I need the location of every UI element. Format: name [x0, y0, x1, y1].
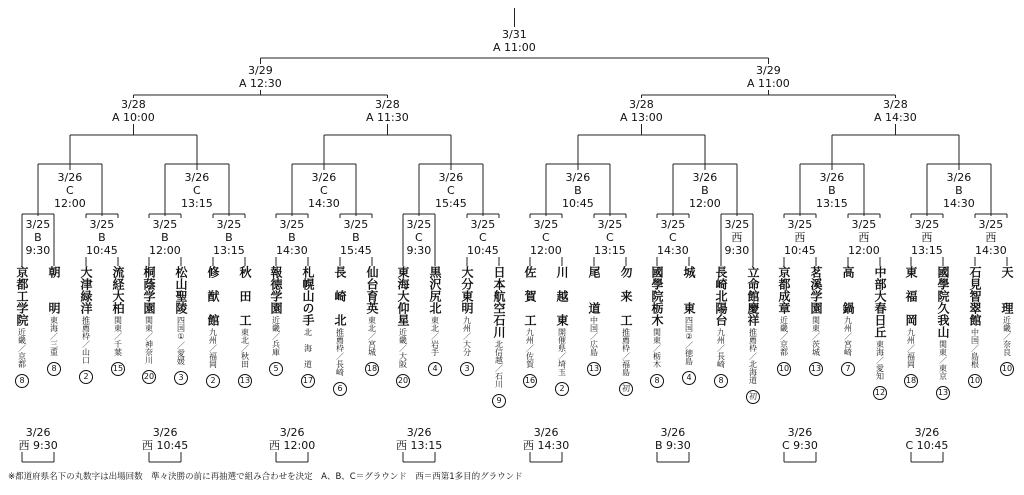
r16-label [180, 171, 214, 210]
team-name: 國學院栃木 [650, 266, 664, 326]
r16-label [307, 171, 341, 210]
r16-label-line: C [447, 184, 455, 197]
team-region: 東海／三重 [49, 316, 59, 356]
r16-label-line: 3/26 [819, 171, 845, 184]
appearance-count: 16 [523, 374, 537, 388]
team-name: 長 崎 北 [333, 266, 347, 326]
r16-label-line: 3/26 [692, 171, 718, 184]
team-region: 北 海 道 [303, 328, 313, 368]
r32-label-line: 14:30 [975, 244, 1007, 257]
r32-label [466, 218, 500, 257]
r16-label-line: B [574, 184, 582, 197]
appearance-count: 3 [174, 371, 188, 385]
r32-label-line: 14:30 [276, 244, 308, 257]
team-name: 勿 来 工 [619, 266, 633, 326]
first-round-label-line: 西 12:00 [269, 439, 316, 452]
r16-label [434, 171, 468, 210]
r32-label-line: 9:30 [406, 244, 432, 257]
team-name: 高 鍋 [841, 266, 855, 314]
quarter-label-line: 3/28 [375, 98, 400, 111]
r32-label [212, 218, 246, 257]
team-name: 秋 田 工 [238, 266, 252, 326]
team-region: 九州／大分 [462, 316, 472, 356]
team-entry [77, 266, 95, 446]
r16-label-line: 14:30 [308, 197, 340, 210]
appearance-count: 13 [587, 362, 601, 376]
r32-label-line: 3/25 [533, 218, 559, 231]
team-name: 京都成章 [777, 266, 791, 314]
r32-label-line: B [225, 231, 233, 244]
team-region: 関東／栃木 [652, 328, 662, 368]
r32-label [406, 218, 433, 257]
team-entry [934, 266, 952, 446]
team-entry [839, 266, 857, 446]
r32-label-line: 西 [858, 231, 870, 244]
appearance-count: 17 [301, 374, 315, 388]
r16-label-line: 3/26 [565, 171, 591, 184]
team-entry [204, 266, 222, 446]
team-region: 開催県／埼玉 [557, 328, 567, 376]
team-name: 修 猷 館 [206, 266, 220, 326]
quarter-label-line: A 11:30 [366, 111, 409, 124]
team-name: 大津緑洋 [79, 266, 93, 314]
appearance-count: 4 [428, 362, 442, 376]
r32-label-line: 3/25 [787, 218, 813, 231]
team-region: 東北／岩手 [430, 316, 440, 356]
r32-label-line: 13:15 [594, 244, 626, 257]
appearance-count: 13 [238, 374, 252, 388]
appearance-count: 13 [936, 386, 950, 400]
r16-label-line: 10:45 [562, 197, 594, 210]
first-round-label-line: 3/26 [660, 426, 686, 439]
semi-label-line: 3/29 [756, 64, 781, 77]
r32-label [593, 218, 627, 257]
r32-label-line: C [542, 231, 550, 244]
r32-label-line: C [479, 231, 487, 244]
r16-label-line: 12:00 [689, 197, 721, 210]
r32-label [25, 218, 52, 257]
r32-label-line: 9:30 [25, 244, 51, 257]
team-name: 日本航空石川 [492, 266, 506, 338]
team-entry [140, 266, 158, 446]
r32-label-line: B [352, 231, 360, 244]
team-entry [109, 266, 127, 446]
r16-label-line: B [701, 184, 709, 197]
team-name: 茗溪学園 [809, 266, 823, 314]
quarter-label [365, 98, 410, 124]
semi-label-line: 3/29 [248, 64, 273, 77]
team-region: 九州／佐賀 [525, 328, 535, 368]
first-round-label-line: C 9:30 [782, 439, 818, 452]
appearance-count: 2 [555, 382, 569, 396]
appearance-count: 15 [111, 362, 125, 376]
final-label-line: 3/31 [502, 28, 527, 41]
r32-label-line: 3/25 [25, 218, 51, 231]
team-name: 報徳学園 [269, 266, 283, 314]
team-entry [45, 266, 63, 446]
appearance-count: 4 [682, 371, 696, 385]
team-name: 朝 明 [47, 266, 61, 314]
appearance-count: 10 [1000, 362, 1014, 376]
team-entry [490, 266, 508, 446]
team-entry [458, 266, 476, 446]
team-name: 城 東 [682, 266, 696, 314]
r32-label-line: 3/25 [914, 218, 940, 231]
semi-label-line: A 12:30 [239, 77, 282, 90]
appearance-count: 初 [746, 390, 760, 404]
team-region: 近畿／兵庫 [271, 316, 281, 356]
r32-label [847, 218, 881, 257]
appearance-count: 2 [79, 370, 93, 384]
r32-label-line: 13:15 [911, 244, 943, 257]
semi-label [238, 64, 283, 90]
team-entry [744, 266, 762, 446]
r32-label-line: 13:15 [213, 244, 245, 257]
r16-label-line: C [66, 184, 74, 197]
team-region: 推薦枠／山口 [81, 316, 91, 364]
r16-label-line: 3/26 [438, 171, 464, 184]
r32-label-line: 3/25 [343, 218, 369, 231]
team-name: 中部大春日丘 [873, 266, 887, 338]
appearance-count: 18 [365, 362, 379, 376]
final-label-line: A 11:00 [493, 41, 536, 54]
r32-label-line: 3/25 [89, 218, 115, 231]
quarter-label [873, 98, 918, 124]
team-entry [902, 266, 920, 446]
r16-label-line: 3/26 [57, 171, 83, 184]
team-entry [172, 266, 190, 446]
team-entry [13, 266, 31, 446]
r32-label [85, 218, 119, 257]
quarter-label-line: 3/28 [629, 98, 654, 111]
team-region: 九州／長崎 [716, 328, 726, 368]
first-round-label-line: 西 10:45 [142, 439, 189, 452]
r32-label [339, 218, 373, 257]
r32-label-line: B [34, 231, 42, 244]
r32-label-line: C [669, 231, 677, 244]
team-region: 九州／福岡 [906, 328, 916, 368]
r32-label [724, 218, 751, 257]
r32-label-line: C [606, 231, 614, 244]
team-name: 國學院久我山 [936, 266, 950, 338]
footnote: ※都道府県名下の丸数字は出場回数 準々決勝の前に再抽選で組み合わせを決定 A、B、C＝グラウンド 西＝西第1多目的グラウンド [8, 472, 523, 482]
team-entry [553, 266, 571, 446]
r32-label-line: 西 [985, 231, 997, 244]
r32-label-line: B [288, 231, 296, 244]
team-entry [871, 266, 889, 446]
appearance-count: 13 [809, 362, 823, 376]
team-region: 近畿／京都 [17, 328, 27, 368]
team-region: 関東／神奈川 [144, 316, 154, 364]
first-round-label-line: 3/26 [25, 426, 51, 439]
team-region: 推薦枠／福島 [621, 328, 631, 376]
r32-label-line: 12:00 [530, 244, 562, 257]
r16-label-line: 13:15 [181, 197, 213, 210]
team-region: 推薦枠／長崎 [335, 328, 345, 376]
r32-label-line: 3/25 [724, 218, 750, 231]
appearance-count: 20 [142, 370, 156, 384]
r32-label-line: 3/25 [851, 218, 877, 231]
team-entry [775, 266, 793, 446]
r32-label-line: 3/25 [216, 218, 242, 231]
r32-label-line: 西 [921, 231, 933, 244]
r32-label [974, 218, 1008, 257]
r16-label-line: B [955, 184, 963, 197]
team-name: 大分東明 [460, 266, 474, 314]
r16-label-line: 3/26 [184, 171, 210, 184]
r32-label-line: 10:45 [467, 244, 499, 257]
quarter-label [111, 98, 156, 124]
team-entry [426, 266, 444, 446]
r16-label-line: C [193, 184, 201, 197]
team-entry [363, 266, 381, 446]
team-name: 川 越 東 [555, 266, 569, 326]
r32-label [148, 218, 182, 257]
team-entry [998, 266, 1016, 446]
team-name: 流経大柏 [111, 266, 125, 314]
r16-label-line: C [320, 184, 328, 197]
r32-label-line: 3/25 [152, 218, 178, 231]
appearance-count: 6 [333, 382, 347, 396]
team-name: 尾 道 [587, 266, 601, 314]
first-round-label-line: 西 9:30 [18, 439, 58, 452]
r16-label-line: B [828, 184, 836, 197]
appearance-count: 10 [777, 362, 791, 376]
first-round-label-line: C 10:45 [905, 439, 949, 452]
appearance-count: 5 [269, 362, 283, 376]
appearance-count: 3 [460, 362, 474, 376]
r16-label-line: 3/26 [311, 171, 337, 184]
team-region: 近畿／奈良 [1002, 316, 1012, 356]
first-round-label-line: 3/26 [279, 426, 305, 439]
r32-label-line: C [415, 231, 423, 244]
r32-label [275, 218, 309, 257]
team-region: 近畿／京都 [779, 316, 789, 356]
team-name: 長崎北陽台 [714, 266, 728, 326]
final-label [492, 28, 537, 54]
first-round-label-line: 3/26 [152, 426, 178, 439]
first-round-label-line: 西 13:15 [396, 439, 443, 452]
team-entry [807, 266, 825, 446]
team-region: 四国②／徳島 [684, 316, 694, 365]
team-region: 関東／千葉 [113, 316, 123, 356]
r32-label-line: 3/25 [978, 218, 1004, 231]
r32-label [910, 218, 944, 257]
team-name: 石見智翠館 [968, 266, 982, 326]
first-round-label-line: 3/26 [914, 426, 940, 439]
r32-label [783, 218, 817, 257]
appearance-count: 10 [968, 374, 982, 388]
team-entry [712, 266, 730, 446]
r32-label-line: 3/25 [660, 218, 686, 231]
team-name: 佐 賀 工 [523, 266, 537, 326]
team-region: 関東／茨城 [811, 316, 821, 356]
team-region: 関東／東京 [938, 340, 948, 380]
r32-label-line: 3/25 [406, 218, 432, 231]
team-entry [236, 266, 254, 446]
team-name: 京都工学院 [15, 266, 29, 326]
r32-label-line: 12:00 [149, 244, 181, 257]
team-entry [966, 266, 984, 446]
r32-label [529, 218, 563, 257]
first-round-label-line: B 9:30 [655, 439, 691, 452]
appearance-count: 8 [15, 374, 29, 388]
appearance-count: 12 [873, 386, 887, 400]
team-name: 松山聖陵 [174, 266, 188, 314]
appearance-count: 8 [650, 374, 664, 388]
team-name: 札幌山の手 [301, 266, 315, 326]
team-name: 天 理 [1000, 266, 1014, 314]
team-name: 黒沢尻北 [428, 266, 442, 314]
r32-label-line: 西 [731, 231, 743, 244]
r16-label [815, 171, 849, 210]
r32-label-line: 9:30 [724, 244, 750, 257]
first-round-label-line: 3/26 [533, 426, 559, 439]
appearance-count: 20 [396, 374, 410, 388]
quarter-label-line: A 14:30 [874, 111, 917, 124]
team-region: 北信越／石川 [494, 340, 504, 388]
team-entry [521, 266, 539, 446]
team-entry [648, 266, 666, 446]
r16-label-line: 12:00 [54, 197, 86, 210]
appearance-count: 2 [206, 374, 220, 388]
r16-label [942, 171, 976, 210]
team-region: 九州／福岡 [208, 328, 218, 368]
team-region: 東北／秋田 [240, 328, 250, 368]
first-round-label-line: 3/26 [787, 426, 813, 439]
team-entry [680, 266, 698, 446]
team-region: 九州／宮崎 [843, 316, 853, 356]
quarter-label-line: A 13:00 [620, 111, 663, 124]
appearance-count: 初 [619, 382, 633, 396]
r32-label-line: 15:45 [340, 244, 372, 257]
quarter-label-line: 3/28 [121, 98, 146, 111]
quarter-label [619, 98, 664, 124]
r16-label-line: 14:30 [943, 197, 975, 210]
team-entry [394, 266, 412, 446]
r32-label-line: 西 [794, 231, 806, 244]
r16-label [53, 171, 87, 210]
r32-label-line: 10:45 [784, 244, 816, 257]
r32-label-line: 12:00 [848, 244, 880, 257]
team-region: 東北／宮城 [367, 316, 377, 356]
appearance-count: 7 [841, 362, 855, 376]
r16-label-line: 15:45 [435, 197, 467, 210]
team-name: 東 福 岡 [904, 266, 918, 326]
team-entry [267, 266, 285, 446]
team-name: 仙台育英 [365, 266, 379, 314]
appearance-count: 8 [47, 362, 61, 376]
team-entry [299, 266, 317, 446]
r32-label-line: 3/25 [597, 218, 623, 231]
r16-label [561, 171, 595, 210]
r32-label-line: B [161, 231, 169, 244]
semi-label [746, 64, 791, 90]
r32-label-line: 14:30 [657, 244, 689, 257]
semi-label-line: A 11:00 [747, 77, 790, 90]
r32-label-line: 10:45 [86, 244, 118, 257]
r32-label-line: B [98, 231, 106, 244]
appearance-count: 18 [904, 374, 918, 388]
quarter-label-line: 3/28 [883, 98, 908, 111]
r16-label-line: 3/26 [946, 171, 972, 184]
team-region: 中国／島根 [970, 328, 980, 368]
team-name: 東海大仰星 [396, 266, 410, 326]
team-region: 東海／愛知 [875, 340, 885, 380]
r32-label [656, 218, 690, 257]
team-name: 立命館慶祥 [746, 266, 760, 326]
first-round-label-line: 西 14:30 [523, 439, 570, 452]
quarter-label-line: A 10:00 [112, 111, 155, 124]
r16-label-line: 13:15 [816, 197, 848, 210]
r32-label-line: 3/25 [470, 218, 496, 231]
team-entry [617, 266, 635, 446]
appearance-count: 8 [714, 374, 728, 388]
team-entry [585, 266, 603, 446]
appearance-count: 9 [492, 394, 506, 408]
team-name: 桐蔭学園 [142, 266, 156, 314]
team-region: 近畿／大阪 [398, 328, 408, 368]
team-entry [331, 266, 349, 446]
r16-label [688, 171, 722, 210]
team-region: 中国／広島 [589, 316, 599, 356]
team-region: 推薦枠／北海道 [748, 328, 758, 384]
r32-label-line: 3/25 [279, 218, 305, 231]
first-round-label-line: 3/26 [406, 426, 432, 439]
team-region: 四国①／愛媛 [176, 316, 186, 365]
